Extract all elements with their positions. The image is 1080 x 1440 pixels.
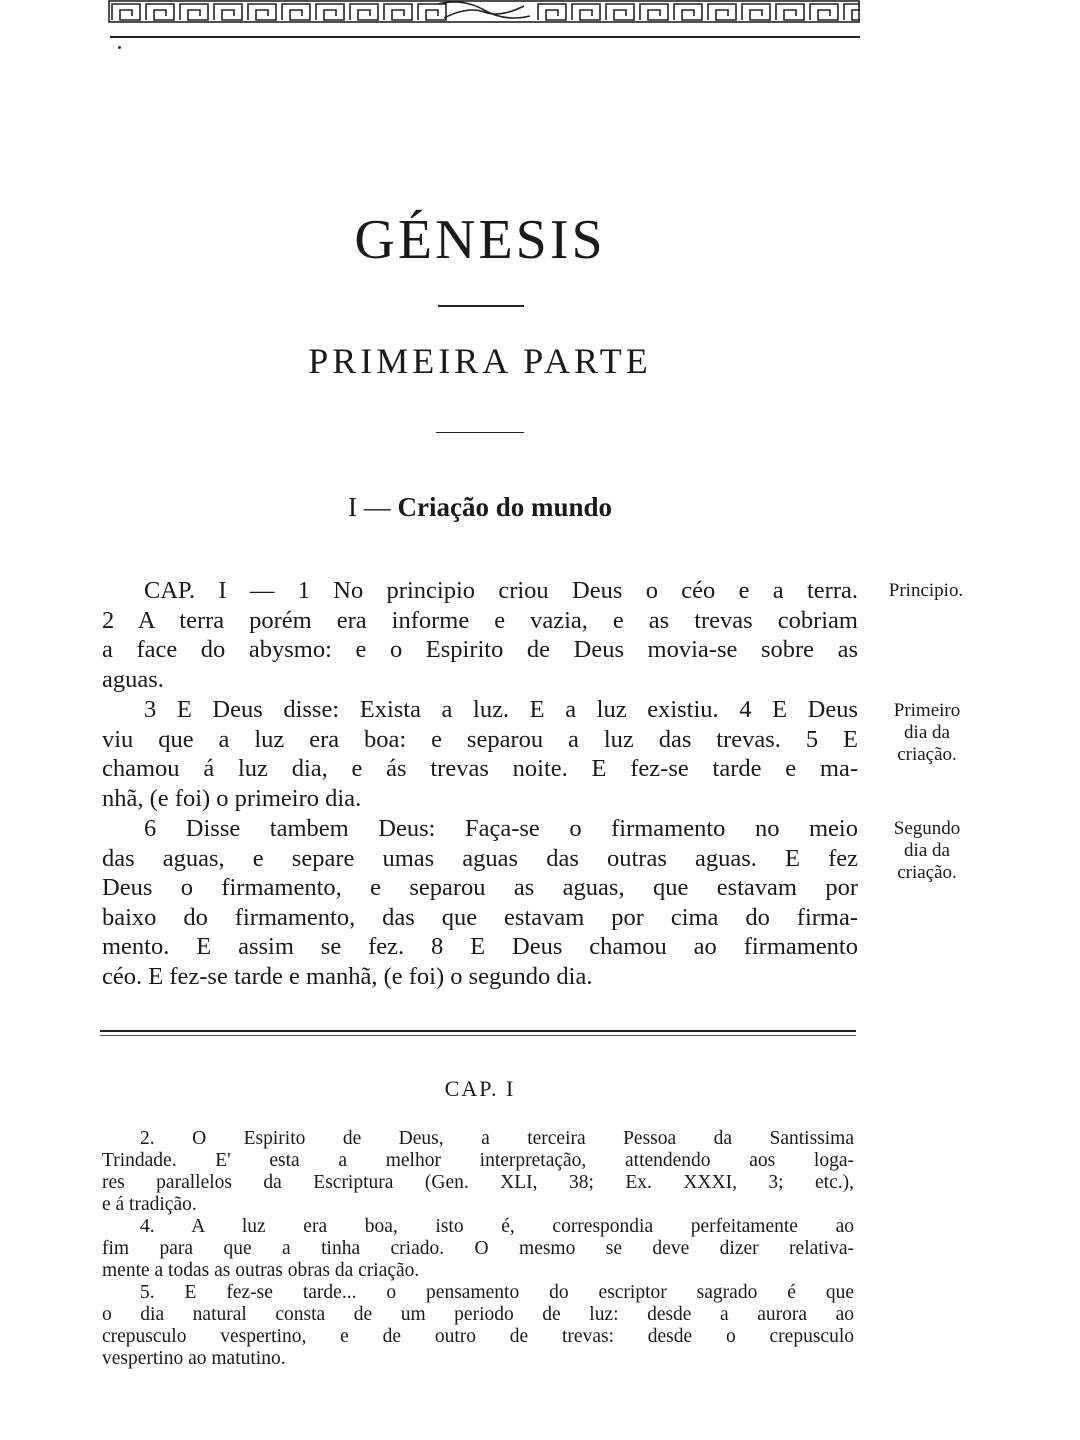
text-line: mento. E assim se fez. 8 E Deus chamou ao firmamento bbox=[102, 933, 858, 961]
note-line: fim para que a tinha criado. O mesmo se deve dizer relativa- bbox=[102, 1238, 854, 1259]
note-line: crepusculo vespertino, e de outro de trevas: desde o crepusculo bbox=[102, 1326, 854, 1347]
note-line: 4. A luz era boa, isto é, correspondia perfeitamente ao bbox=[140, 1216, 854, 1237]
greek-key-motif bbox=[742, 4, 770, 20]
print-speck bbox=[118, 46, 121, 49]
paragraph-1 bbox=[102, 576, 858, 694]
notes-heading: CAP. I bbox=[444, 1076, 516, 1101]
margin-note-principio: Principio. bbox=[888, 580, 964, 601]
greek-key-motif bbox=[640, 4, 668, 20]
margin-note-segundo-dia: Segundo dia da criação. bbox=[893, 818, 961, 883]
greek-key-motif bbox=[316, 4, 344, 20]
text-line: chamou á luz dia, e ás trevas noite. E fez-se tarde e ma- bbox=[102, 755, 858, 783]
text-line: 2 A terra porém era informe e vazia, e as trevas cobriam bbox=[102, 606, 858, 634]
paragraph-3 bbox=[102, 814, 858, 992]
greek-key-motif bbox=[606, 4, 634, 20]
note-line: Trindade. E' esta a melhor interpretação, attendendo aos loga- bbox=[102, 1150, 854, 1171]
text-line: CAP. I — 1 No principio criou Deus o céo e a terra. bbox=[144, 577, 858, 604]
greek-key-motif bbox=[776, 4, 804, 20]
text-line: viu que a luz era boa: e separou a luz das trevas. 5 E bbox=[102, 725, 858, 753]
greek-key-motif bbox=[112, 4, 140, 20]
text-line: 6 Disse tambem Deus: Faça-se o firmamento no meio bbox=[144, 815, 858, 842]
part-rule bbox=[436, 432, 524, 433]
greek-key-motif bbox=[180, 4, 208, 20]
part-heading: PRIMEIRA PARTE bbox=[308, 341, 652, 381]
section-heading bbox=[0, 492, 960, 523]
text-line: a face do abysmo: e o Espirito de Deus movia-se sobre as bbox=[102, 636, 858, 664]
text-line: aguas. bbox=[102, 665, 164, 693]
greek-key-motif bbox=[214, 4, 242, 20]
title-rule bbox=[438, 305, 524, 307]
note-line: o dia natural consta de um periodo de luz: desde a aurora ao bbox=[102, 1304, 854, 1325]
note-line: e á tradição. bbox=[102, 1194, 197, 1215]
text-line: baixo do firmamento, das que estavam por cima do firma- bbox=[102, 903, 858, 931]
greek-key-motif bbox=[572, 4, 600, 20]
greek-key-border-icon bbox=[108, 0, 860, 24]
text-line: das aguas, e separe umas aguas das outras aguas. E fez bbox=[102, 844, 858, 872]
greek-key-motif bbox=[538, 4, 566, 20]
note-line: vespertino ao matutino. bbox=[102, 1348, 286, 1369]
text-line: 3 E Deus disse: Exista a luz. E a luz existiu. 4 E Deus bbox=[144, 696, 858, 723]
note-line: mente a todas as outras obras da criação. bbox=[102, 1260, 420, 1281]
greek-key-motif bbox=[248, 4, 276, 20]
greek-key-motif bbox=[418, 4, 446, 20]
greek-key-motif bbox=[674, 4, 702, 20]
text-line: nhã, (e foi) o primeiro dia. bbox=[102, 784, 362, 812]
paragraph-2 bbox=[102, 695, 858, 813]
note-line: res parallelos da Escriptura (Gen. XLI, 38; Ex. XXXI, 3; etc.), bbox=[102, 1172, 854, 1193]
footnote-separator bbox=[100, 1030, 856, 1036]
footnotes bbox=[102, 1128, 854, 1370]
greek-key-motif bbox=[282, 4, 310, 20]
greek-key-motif bbox=[146, 4, 174, 20]
greek-key-motif bbox=[350, 4, 378, 20]
header-rule bbox=[110, 36, 860, 38]
greek-key-motif bbox=[708, 4, 736, 20]
greek-key-motif bbox=[810, 4, 838, 20]
section-title: Criação do mundo bbox=[397, 492, 613, 522]
greek-key-motif bbox=[384, 4, 412, 20]
greek-key-motif bbox=[844, 4, 860, 20]
page-title: GÉNESIS bbox=[354, 209, 606, 271]
note-line: 5. E fez-se tarde... o pensamento do escriptor sagrado é que bbox=[140, 1282, 854, 1303]
text-line: Deus o firmamento, e separou as aguas, que estavam por bbox=[102, 874, 858, 902]
section-number: I — bbox=[347, 492, 391, 522]
margin-note-primeiro-dia: Primeiro dia da criação. bbox=[893, 700, 961, 765]
text-line: céo. E fez-se tarde e manhã, (e foi) o segundo dia. bbox=[102, 962, 593, 990]
note-line: 2. O Espirito de Deus, a terceira Pessoa da Santissima bbox=[140, 1128, 854, 1149]
